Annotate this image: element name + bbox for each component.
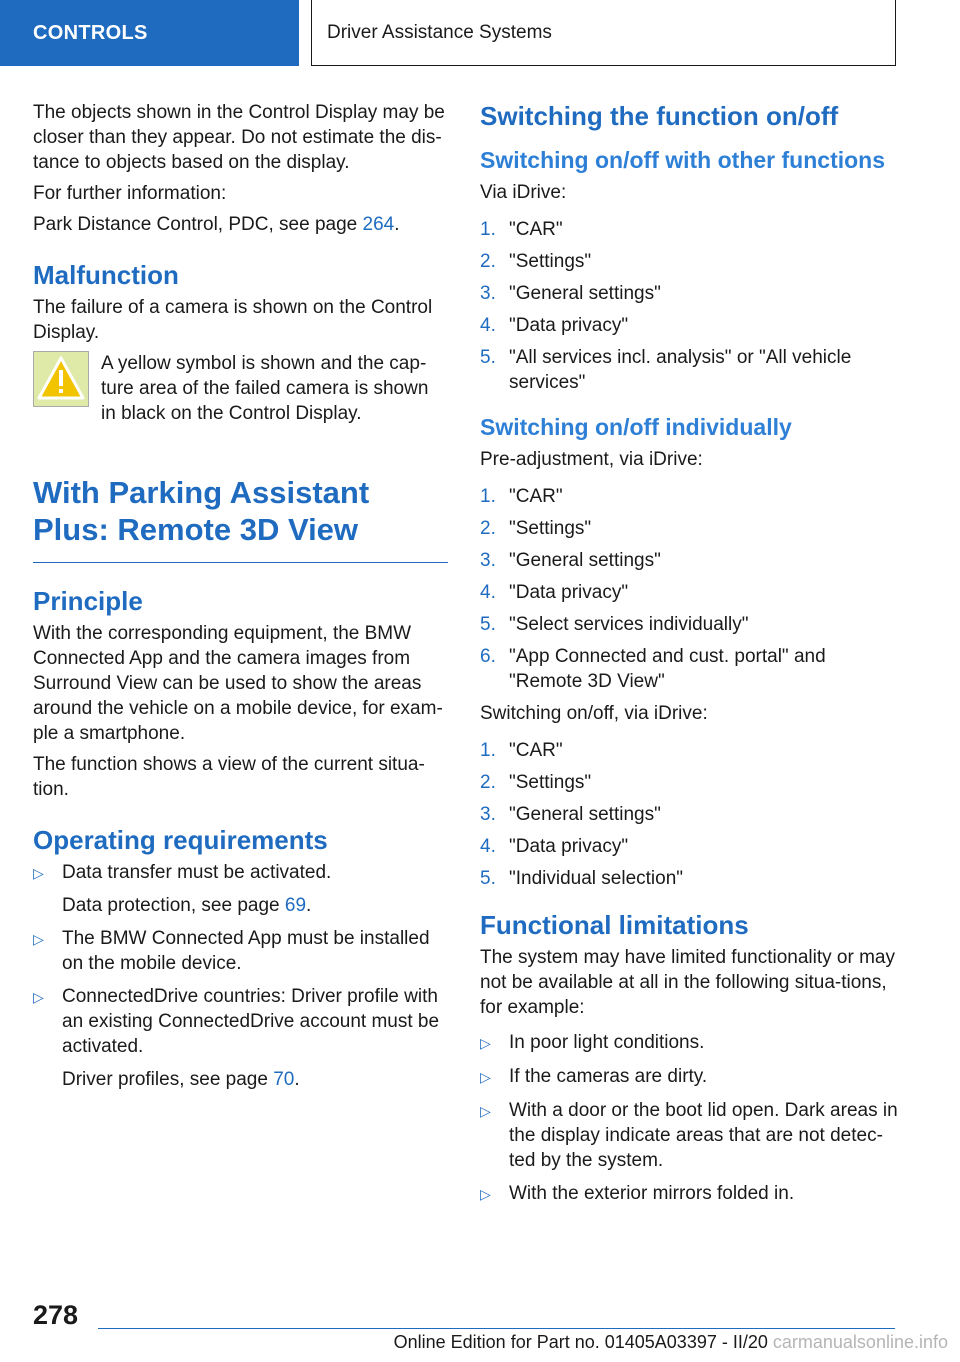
section-heading: With Parking Assistant Plus: Remote 3D View xyxy=(33,475,370,547)
list-item xyxy=(33,984,448,1092)
ref-text: Driver profiles, see page xyxy=(62,1069,274,1090)
steps-list xyxy=(480,484,900,694)
section-tab: CONTROLS xyxy=(0,0,299,66)
step-item: 4. "Data privacy" xyxy=(480,582,629,603)
triangle-bullet-icon: ▷ xyxy=(480,1186,491,1202)
limitations-list xyxy=(480,1030,900,1207)
intro-paragraph: The objects shown in the Control Display may be closer than they appear. Do not estimate the dis-tance to objects based on the display. xyxy=(33,102,445,173)
principle-paragraph: With the corresponding equipment, the BMW Connected App and the camera images from Surround View can be used to show the areas around the vehicle on a mobile device, for exam-ple a smartphone. xyxy=(33,623,443,744)
ref-end: . xyxy=(294,1069,300,1090)
step-item: 5. "All services incl. analysis" or "All vehicle services" xyxy=(480,347,852,393)
triangle-bullet-icon: ▷ xyxy=(480,1069,491,1085)
malfunction-paragraph: The failure of a camera is shown on the Control Display. xyxy=(33,297,433,343)
chapter-title: Driver Assistance Systems xyxy=(311,0,896,66)
heading-rule xyxy=(33,562,448,563)
principle-paragraph: The function shows a view of the current situa-tion. xyxy=(33,754,425,800)
cross-reference xyxy=(62,893,331,918)
triangle-bullet-icon: ▷ xyxy=(33,865,44,881)
triangle-bullet-icon: ▷ xyxy=(33,931,44,947)
list-item xyxy=(480,1098,900,1173)
step-item: 3. "General settings" xyxy=(480,283,661,304)
warning-note xyxy=(33,351,448,426)
individual-heading: Switching on/off individually xyxy=(480,414,792,440)
step-item: 5. "Select services individually" xyxy=(480,614,749,635)
intro-paragraph: For further information: xyxy=(33,183,227,204)
item-text: If the cameras are dirty. xyxy=(509,1066,708,1087)
ref-end: . xyxy=(306,895,312,916)
watermark: carmanualsonline.info xyxy=(772,1332,948,1352)
ref-text: Park Distance Control, PDC, see page xyxy=(33,214,363,235)
ref-text: Data protection, see page xyxy=(62,895,285,916)
step-item: 3. "General settings" xyxy=(480,550,661,571)
warning-text: A yellow symbol is shown and the cap-ture area of the failed camera is shown in black on the Control Display. xyxy=(101,353,429,424)
step-item: 2. "Settings" xyxy=(480,772,592,793)
step-item: 6. "App Connected and cust. portal" and "Remote 3D View" xyxy=(480,646,826,692)
other-functions-heading: Switching on/off with other functions xyxy=(480,147,886,173)
cross-reference xyxy=(62,1067,448,1092)
step-item: 3. "General settings" xyxy=(480,804,661,825)
cross-reference xyxy=(33,212,448,237)
page-link[interactable]: 69 xyxy=(284,895,307,916)
step-item: 4. "Data privacy" xyxy=(480,315,629,336)
step-item: 2. "Settings" xyxy=(480,251,592,272)
list-item xyxy=(480,1064,900,1090)
page-link[interactable]: 264 xyxy=(362,214,395,235)
switching-heading: Switching the function on/off xyxy=(480,101,839,131)
step-item: 1. "CAR" xyxy=(480,219,563,240)
steps-list xyxy=(480,217,900,395)
page-number: 278 xyxy=(33,1300,79,1330)
item-text: With a door or the boot lid open. Dark areas in the display indicate areas that are not detec-ted by the system. xyxy=(509,1100,898,1171)
item-text: Data transfer must be activated. xyxy=(62,862,332,883)
limitations-heading: Functional limitations xyxy=(480,910,749,940)
left-column xyxy=(33,100,448,1100)
page-link[interactable]: 70 xyxy=(273,1069,295,1090)
item-text: ConnectedDrive countries: Driver profile with an existing ConnectedDrive account must be activated. xyxy=(62,986,440,1057)
triangle-bullet-icon: ▷ xyxy=(480,1103,491,1119)
triangle-bullet-icon: ▷ xyxy=(33,989,44,1005)
limitations-paragraph: The system may have limited functionality or may not be available at all in the following situa-tions, for example: xyxy=(480,947,895,1018)
steps-intro: Via iDrive: xyxy=(480,182,567,203)
operating-requirements-heading: Operating requirements xyxy=(33,825,328,855)
edition-text: Online Edition for Part no. 01405A03397 - II/20 xyxy=(393,1332,768,1352)
list-item xyxy=(480,1181,900,1207)
list-item xyxy=(480,1030,900,1056)
right-column xyxy=(480,100,900,1215)
item-text: With the exterior mirrors folded in. xyxy=(509,1183,795,1204)
list-item xyxy=(33,926,448,976)
footer-edition xyxy=(394,1332,948,1353)
requirements-list xyxy=(33,860,448,1092)
principle-heading: Principle xyxy=(33,586,143,616)
step-item: 1. "CAR" xyxy=(480,486,563,507)
triangle-bullet-icon: ▷ xyxy=(480,1035,491,1051)
malfunction-heading: Malfunction xyxy=(33,260,179,290)
steps-intro: Switching on/off, via iDrive: xyxy=(480,703,708,724)
steps-intro: Pre-adjustment, via iDrive: xyxy=(480,449,703,470)
list-item xyxy=(33,860,448,918)
step-item: 5. "Individual selection" xyxy=(480,868,684,889)
item-text: In poor light conditions. xyxy=(509,1032,705,1053)
footer-rule xyxy=(98,1328,895,1329)
step-item: 4. "Data privacy" xyxy=(480,836,629,857)
steps-list xyxy=(480,738,900,891)
step-item: 1. "CAR" xyxy=(480,740,563,761)
item-text: The BMW Connected App must be installed on the mobile device. xyxy=(62,928,430,974)
step-item: 2. "Settings" xyxy=(480,518,592,539)
ref-end: . xyxy=(394,214,400,235)
warning-triangle-icon xyxy=(33,351,89,407)
